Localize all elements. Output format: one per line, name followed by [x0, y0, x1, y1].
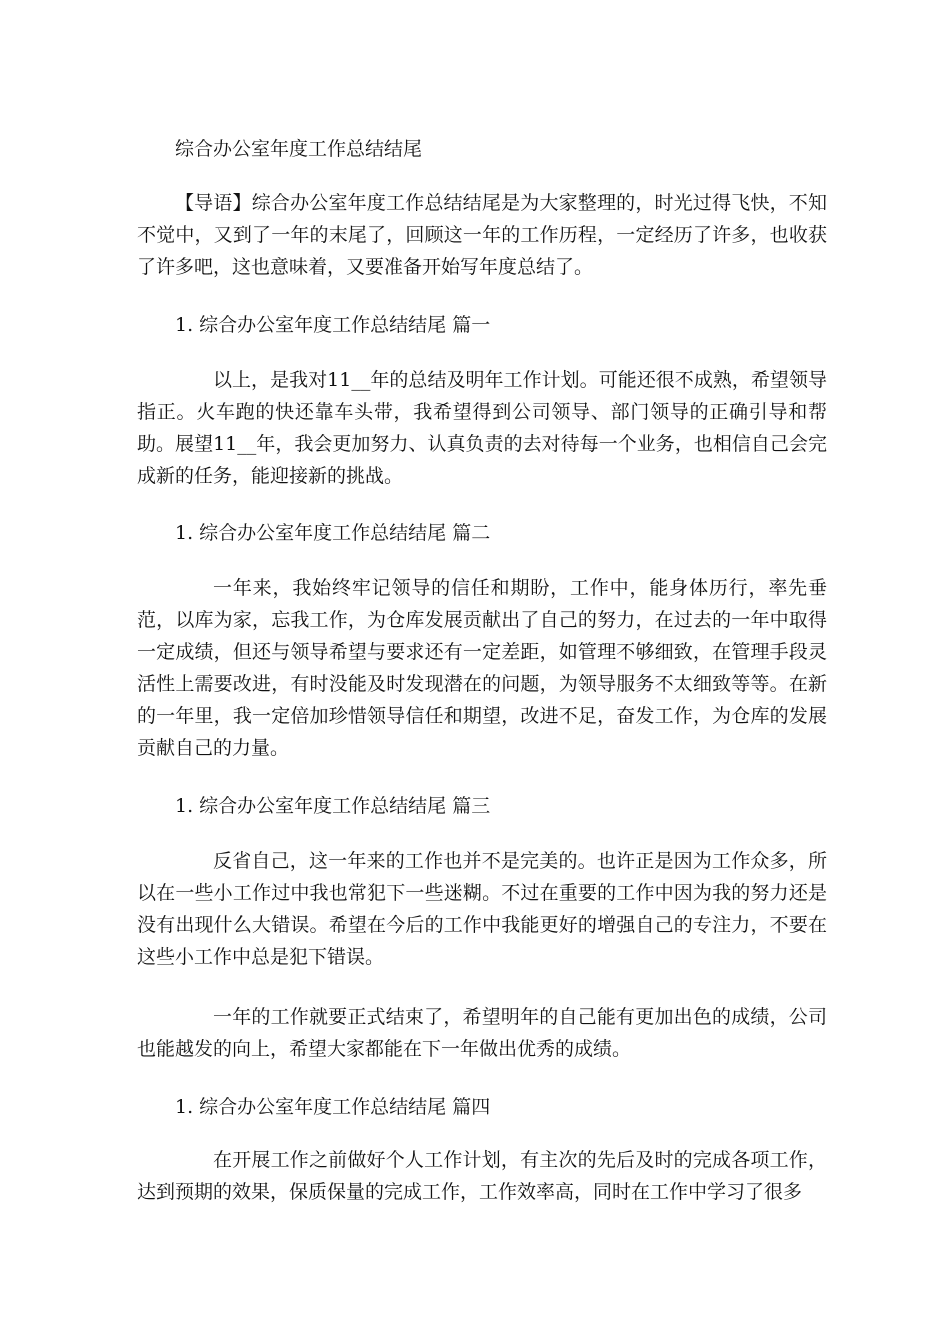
intro-paragraph: 【导语】综合办公室年度工作总结结尾是为大家整理的，时光过得飞快，不知不觉中，又到了一年的末尾了，回顾这一年的工作历程，一定经历了许多，也收获了许多吧，这也意味着，又要准备开始写年度总结了。	[137, 192, 827, 278]
section-heading-3: 1. 综合办公室年度工作总结结尾 篇三	[175, 795, 491, 817]
section-4-paragraph-1: 在开展工作之前做好个人工作计划，有主次的先后及时的完成各项工作，达到预期的效果，保质保量的完成工作，工作效率高，同时在工作中学习了很多	[137, 1149, 827, 1203]
section-2-paragraph-1: 一年来，我始终牢记领导的信任和期盼，工作中，能身体历行，率先垂范，以库为家，忘我工作，为仓库发展贡献出了自己的努力，在过去的一年中取得一定成绩，但还与领导希望与要求还有一定差距，如管理不够细致，在管理手段灵活性上需要改进，有时没能及时发现潜在的问题，为领导服务不太细致等等。在新的一年里，我一定倍加珍惜领导信任和期望，改进不足，奋发工作，为仓库的发展贡献自己的力量。	[137, 577, 827, 759]
section-heading-4: 1. 综合办公室年度工作总结结尾 篇四	[175, 1096, 491, 1118]
section-3-paragraph-1: 反省自己，这一年来的工作也并不是完美的。也许正是因为工作众多，所以在一些小工作过中我也常犯下一些迷糊。不过在重要的工作中因为我的努力还是没有出现什么大错误。希望在今后的工作中我能更好的增强自己的专注力，不要在这些小工作中总是犯下错误。	[137, 850, 827, 968]
section-heading-2: 1. 综合办公室年度工作总结结尾 篇二	[175, 522, 491, 544]
section-1-paragraph-1: 以上，是我对11__年的总结及明年工作计划。可能还很不成熟，希望领导指正。火车跑的快还靠车头带，我希望得到公司领导、部门领导的正确引导和帮助。展望11__年，我会更加努力、认真负责的去对待每一个业务，也相信自己会完成新的任务，能迎接新的挑战。	[137, 369, 827, 487]
document-title: 综合办公室年度工作总结结尾	[175, 138, 423, 160]
section-heading-1: 1. 综合办公室年度工作总结结尾 篇一	[175, 314, 491, 336]
section-3-paragraph-2: 一年的工作就要正式结束了，希望明年的自己能有更加出色的成绩，公司也能越发的向上，希望大家都能在下一年做出优秀的成绩。	[137, 1006, 827, 1060]
